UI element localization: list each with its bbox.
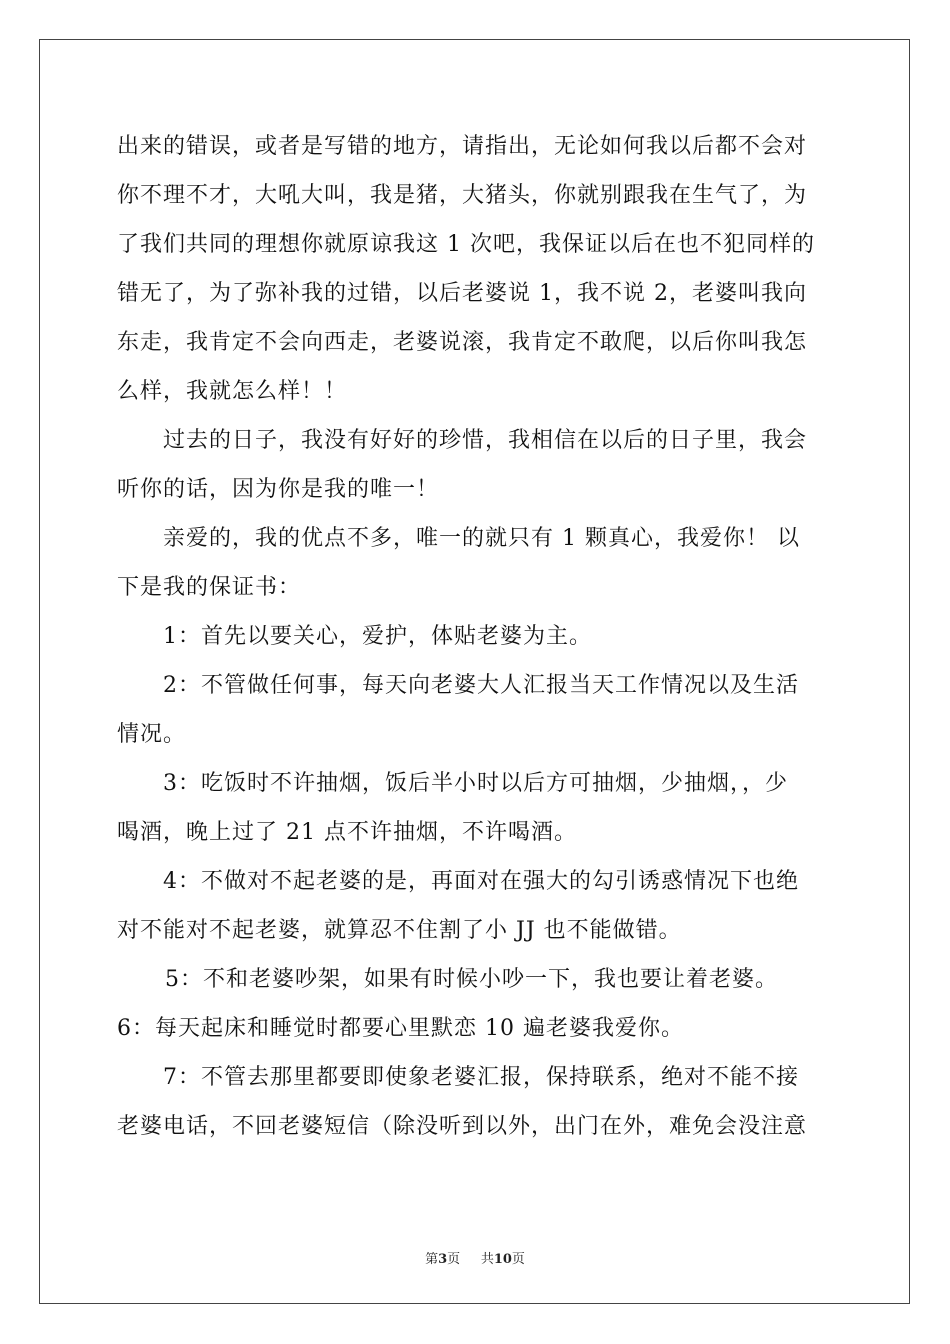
text-line: 对不能对不起老婆，就算忍不住割了小 JJ 也不能做错。 <box>117 918 682 943</box>
total-suffix: 页 <box>511 1252 525 1267</box>
text-line: 东走，我肯定不会向西走，老婆说滚，我肯定不敢爬，以后你叫我怎 <box>117 330 808 355</box>
text-line: 老婆电话，不回老婆短信（除没听到以外，出门在外，难免会没注意 <box>117 1114 808 1139</box>
page-suffix: 页 <box>447 1252 461 1267</box>
text-line: 2：不管做任何事，每天向老婆大人汇报当天工作情况以及生活 <box>163 673 799 698</box>
total-prefix: 共 <box>480 1252 494 1267</box>
text-line: 么样，我就怎么样！！ <box>117 379 348 404</box>
page-prefix: 第 <box>425 1252 439 1267</box>
text-line: 出来的错误，或者是写错的地方，请指出，无论如何我以后都不会对 <box>117 134 808 159</box>
text-line: 情况。 <box>117 722 187 747</box>
text-line: 你不理不才，大吼大叫，我是猪，大猪头，你就别跟我在生气了，为 <box>117 183 808 208</box>
text-line: 1：首先以要关心，爱护，体贴老婆为主。 <box>163 624 592 649</box>
text-line: 听你的话，因为你是我的唯一！ <box>117 477 440 502</box>
page-footer <box>0 1248 950 1267</box>
current-page: 3 <box>438 1252 448 1267</box>
text-line: 了我们共同的理想你就原谅我这 1 次吧，我保证以后在也不犯同样的 <box>117 232 815 257</box>
text-line: 6：每天起床和睡觉时都要心里默恋 10 遍老婆我爱你。 <box>117 1016 684 1041</box>
text-line: 亲爱的，我的优点不多，唯一的就只有 1 颗真心，我爱你！ 以 <box>163 526 800 551</box>
text-line: 5：不和老婆吵架，如果有时候小吵一下，我也要让着老婆。 <box>165 967 778 992</box>
text-line: 喝酒，晚上过了 21 点不许抽烟，不许喝酒。 <box>117 820 577 845</box>
text-line: 4：不做对不起老婆的是，再面对在强大的勾引诱惑情况下也绝 <box>163 869 799 894</box>
text-line: 下是我的保证书： <box>117 575 302 600</box>
text-line: 过去的日子，我没有好好的珍惜，我相信在以后的日子里，我会 <box>163 428 808 453</box>
document-body <box>117 122 833 1151</box>
text-line: 错无了，为了弥补我的过错，以后老婆说 1，我不说 2，老婆叫我向 <box>117 281 807 306</box>
text-line: 7：不管去那里都要即使象老婆汇报，保持联系，绝对不能不接 <box>163 1065 799 1090</box>
total-pages: 10 <box>493 1252 512 1267</box>
page-total <box>481 1248 525 1267</box>
page-number <box>425 1248 460 1267</box>
text-line: 3：吃饭时不许抽烟，饭后半小时以后方可抽烟，少抽烟，，少 <box>163 771 788 796</box>
